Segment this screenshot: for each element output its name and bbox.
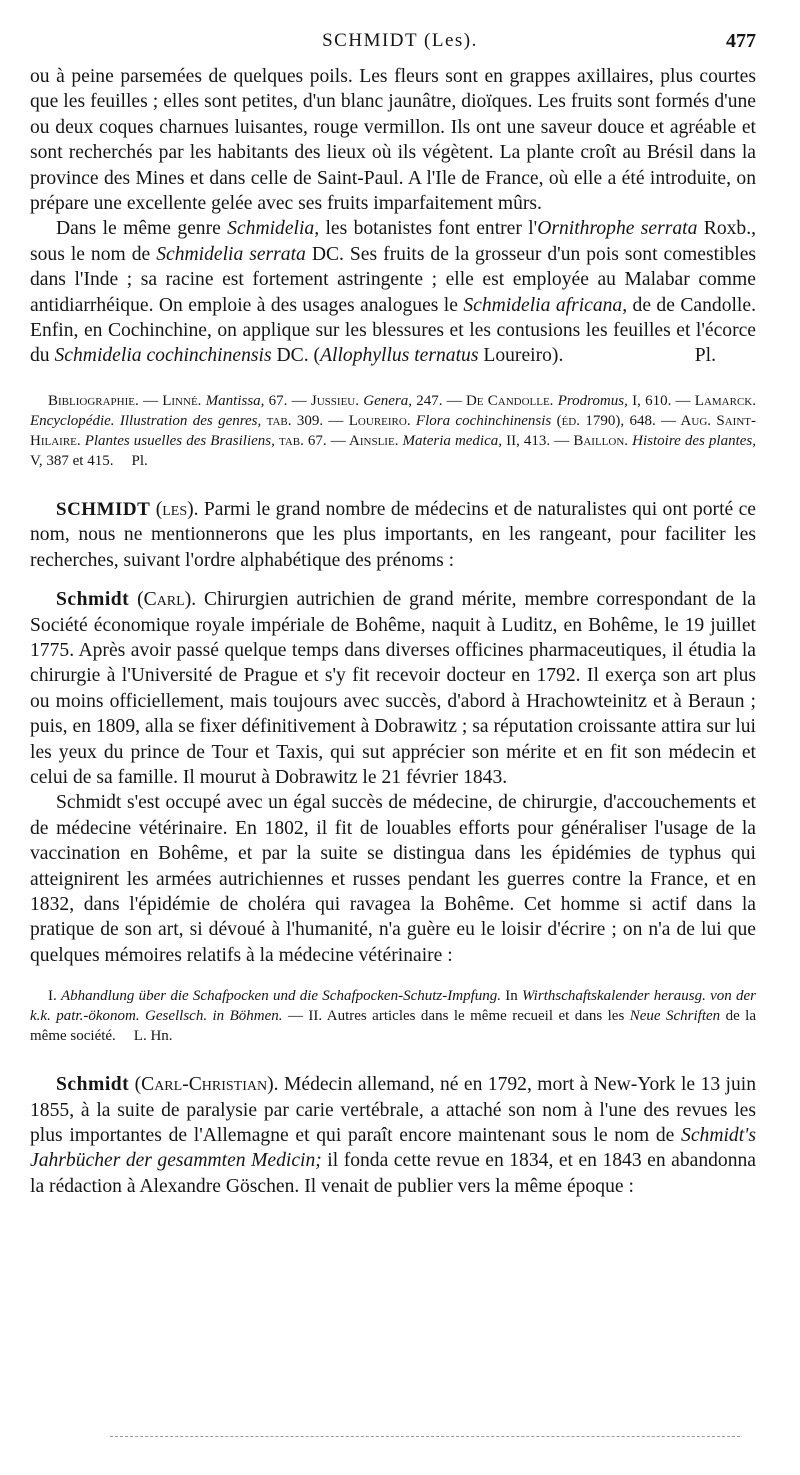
italic-run: Schmidelia,	[227, 218, 320, 240]
text-run: V, 387 et 415.	[30, 452, 114, 469]
italic-run: Schmidelia africana,	[463, 294, 628, 316]
text-run: tab. 309. — Loureiro.	[261, 412, 416, 429]
text-run: DC. Ses fruits de la grosseur d'un pois sont comestibles dans l'Inde ; sa racine est fortement astringente ; elle est employée au Malabar comme antidiarrhéique. On emploie à des usages analogues le	[30, 243, 757, 316]
text-run: I, 610. — Lamarck.	[627, 392, 756, 409]
entry-schmidt-carl-christian	[30, 1072, 756, 1199]
entry-headword: Schmidt	[56, 589, 130, 611]
author-signature: L. Hn.	[133, 1028, 173, 1045]
text-run: Dans le même genre	[56, 218, 228, 240]
page-number: 477	[726, 30, 756, 52]
italic-run: Genera,	[363, 392, 412, 409]
text-run: II, 413. — Baillon.	[502, 432, 633, 449]
text-run: de la même société.	[30, 1008, 757, 1045]
entry-schmidt-carl	[30, 587, 756, 790]
italic-run: Wirthschaftskalender herausg. von der k.k. patr.-ökonom. Gesellsch. in Böhmen.	[30, 988, 756, 1025]
entry-text: il fonda cette revue en 1834, et en 1843 en abandonna la rédaction à Alexandre Göschen. Il venait de publier vers la même époque :	[30, 1150, 757, 1197]
entry-headword: Schmidt	[56, 1074, 130, 1096]
text-run: 67. — Jussieu.	[264, 392, 364, 409]
italic-run: Ornithrophe serrata	[537, 218, 698, 240]
text-run: Loureiro).	[478, 345, 564, 367]
italic-run: Abhandlung über die Schafpocken und die Schafpocken-Schutz-Impfung.	[61, 988, 501, 1005]
entry-qualifier: (les).	[155, 498, 199, 520]
italic-run: Materia medica,	[402, 432, 503, 449]
text-run: — II. Autres articles dans le même recueil et dans les	[282, 1008, 630, 1025]
entry-headword: SCHMIDT	[56, 498, 151, 520]
paragraph-carl-works: Schmidt s'est occupé avec un égal succès de médecine, de chirurgie, d'accouchements et de médecine vétérinaire. En 1802, il fit de louables efforts pour généraliser l'usage de la vaccination en Bohême, et par la suite se distingua dans les épidémies de typhus qui atteignirent les armées autrichiennes et russes pendant les guerres contre la France, et en 1832, dans l'épidémie de choléra qui ravagea la Bohême. Cet homme si actif dans la pratique de son art, si dévoué à l'humanité, n'a guère eu le loisir d'écrire ; on n'a de lui que quelques mémoires relatifs à la médecine vétérinaire :	[30, 792, 756, 966]
text-run: (éd. 1790), 648. — Aug. Saint-Hilaire.	[30, 412, 756, 449]
italic-run: Prodromus,	[557, 392, 628, 409]
entry-qualifier: (Carl).	[137, 589, 197, 611]
italic-run: Allophyllus ternatus	[320, 345, 479, 367]
page-header	[30, 30, 770, 56]
footer-rule	[110, 1436, 740, 1437]
text-run: Roxb., sous le nom de	[30, 218, 757, 265]
text-run: — Linné.	[138, 392, 206, 409]
author-signature: Pl.	[131, 452, 148, 469]
bibliography-label: Bibliographie.	[48, 392, 139, 409]
text-run: de de Candolle. Enfin, en Cochinchine, on applique sur les blessures et les contusions les feuilles et l'écorce du	[30, 294, 756, 367]
italic-run: Schmidelia serrata	[156, 243, 306, 265]
text-run: 247. — De Candolle.	[411, 392, 558, 409]
italic-run: Plantes usuelles des Brasiliens,	[84, 432, 275, 449]
entry-text: Parmi le grand nombre de médecins et de naturalistes qui ont porté ce nom, nous ne mentionnerons que les plus importants, en les rangeant, pour faciliter les recherches, suivant l'ordre alphabétique des prénoms :	[30, 498, 756, 571]
paragraph-schmidelia-genus	[30, 216, 756, 368]
author-signature: Pl.	[694, 345, 716, 367]
text-run: I.	[48, 988, 61, 1005]
entry-text: Chirurgien autrichien de grand mérite, membre correspondant de la Société économique royale impériale de Bohême, naquit à Luditz, en Bohême, le 19 juillet 1775. Après avoir passé quelque temps dans diverses officines pharmaceutiques, il étudia la chirurgie à l'Université de Prague et s'y fit recevoir docteur en 1792. Il exerça son art plus ou moins officiellement, mais toujours avec succès, d'abord à Hrachowteinitz et à Beraun ; puis, en 1809, alla se fixer définitivement à Dobrawitz ; sa réputation croissante attira sur lui les yeux du prince de Tour et Taxis, qui sut apprécier son mérite et en fit son médecin et celui de sa famille. Il mourut à Dobrawitz le 21 février 1843.	[30, 589, 756, 788]
text-run: DC. (	[271, 345, 321, 367]
text-run: In	[501, 988, 523, 1005]
italic-run: Neue Schriften	[629, 1008, 721, 1025]
bibliography-carl	[30, 986, 756, 1046]
italic-run: Histoire des plantes,	[632, 432, 757, 449]
italic-run: Mantissa,	[205, 392, 265, 409]
entry-text: Médecin allemand, né en 1792, mort à New-York le 13 juin 1855, à la suite de paralysie par carie vertébrale, a attaché son nom à l'une des revues les plus importantes de l'Allemagne et qui paraît encore maintenant sous le nom de	[30, 1074, 756, 1146]
bibliography-schmidelia	[30, 391, 756, 471]
entry-qualifier: (Carl-Christian).	[134, 1074, 279, 1096]
text-run: tab. 67. — Ainslie.	[274, 432, 403, 449]
paragraph-plant-description: ou à peine parsemées de quelques poils. Les fleurs sont en grappes axillaires, plus courtes que les feuilles ; elles sont petites, d'un blanc jaunâtre, dioïques. Les fruits sont formés d'une ou deux coques charnues luisantes, rouge vermillon. Ils ont une saveur douce et agréable et sont recherchés par les habitants des lieux où ils végètent. La plante croît au Brésil dans la province des Mines et dans celle de Saint-Paul. A l'Ile de France, où elle a été introduite, on prépare une excellente gelée avec ses fruits imparfaitement mûrs.	[30, 66, 756, 215]
text-run: les botanistes font entrer l'	[319, 218, 538, 240]
body-text	[30, 64, 756, 1199]
entry-schmidt-les	[30, 497, 756, 573]
italic-run: Encyclopédie. Illustration des genres,	[30, 412, 262, 429]
italic-run: Schmidelia cochinchinensis	[54, 345, 272, 367]
italic-run: Flora cochinchinensis	[415, 412, 552, 429]
running-head: SCHMIDT (Les).	[322, 30, 478, 51]
italic-run: Schmidt's Jahrbücher der gesammten Medicin;	[30, 1125, 756, 1172]
